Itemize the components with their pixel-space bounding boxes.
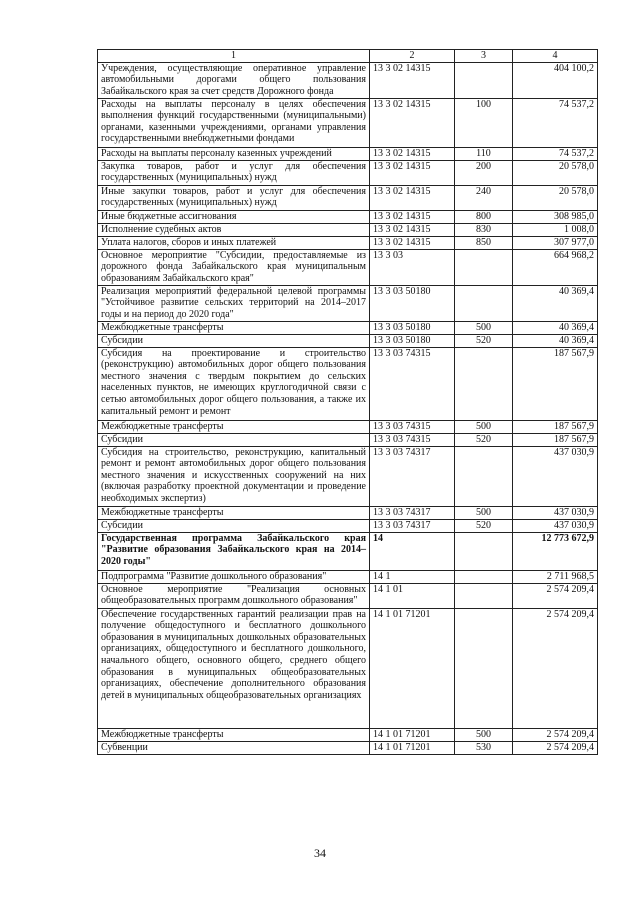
table-row: [98, 62, 598, 98]
row-sum: 20 578,0: [513, 185, 598, 210]
table-row: [98, 160, 598, 185]
table-row: [98, 249, 598, 285]
row-code: 13 3 02 14315: [370, 185, 455, 210]
row-type: 830: [455, 223, 513, 236]
row-name: Субсидии: [98, 334, 370, 347]
row-name: Субсидии: [98, 433, 370, 446]
row-code: 14 1 01 71201: [370, 741, 455, 754]
row-type: 500: [455, 728, 513, 741]
table-row: [98, 446, 598, 506]
row-code: 13 3 03 74315: [370, 433, 455, 446]
page-number: 34: [314, 846, 326, 860]
row-name: Межбюджетные трансферты: [98, 506, 370, 519]
row-sum: 40 369,4: [513, 321, 598, 334]
row-type: 100: [455, 98, 513, 147]
row-name: Субсидии: [98, 519, 370, 532]
row-code: 13 3 03 74315: [370, 347, 455, 420]
row-name: Закупка товаров, работ и услуг для обеспечения государственных (муниципальных) нужд: [98, 160, 370, 185]
row-sum: 74 537,2: [513, 98, 598, 147]
row-sum: 437 030,9: [513, 506, 598, 519]
row-code: 14 1 01 71201: [370, 728, 455, 741]
row-type: [455, 347, 513, 420]
table-row: [98, 321, 598, 334]
row-type: [455, 570, 513, 583]
row-name: Подпрограмма "Развитие дошкольного образования": [98, 570, 370, 583]
row-code: 13 3 02 14315: [370, 147, 455, 160]
row-name: Основное мероприятие "Реализация основных общеобразовательных программ дошкольного образования": [98, 583, 370, 608]
row-code: 13 3 02 14315: [370, 210, 455, 223]
header-col-2: 2: [370, 50, 455, 63]
row-code: 14 1: [370, 570, 455, 583]
row-code: 13 3 02 14315: [370, 236, 455, 249]
table-row: [98, 608, 598, 728]
row-name: Субвенции: [98, 741, 370, 754]
row-type: [455, 608, 513, 728]
row-type: 530: [455, 741, 513, 754]
row-code: 13 3 03 50180: [370, 321, 455, 334]
row-sum: 2 574 209,4: [513, 741, 598, 754]
row-name: Межбюджетные трансферты: [98, 321, 370, 334]
row-name: Иные закупки товаров, работ и услуг для обеспечения государственных (муниципальных) нужд: [98, 185, 370, 210]
row-sum: 40 369,4: [513, 285, 598, 321]
row-type: [455, 446, 513, 506]
row-type: 520: [455, 433, 513, 446]
row-type: 520: [455, 334, 513, 347]
row-type: [455, 532, 513, 570]
row-sum: 308 985,0: [513, 210, 598, 223]
table-row: [98, 347, 598, 420]
row-type: 240: [455, 185, 513, 210]
row-name: Основное мероприятие "Субсидии, предоставляемые из дорожного фонда Забайкальского края муниципальным образованиям Забайкальского края": [98, 249, 370, 285]
row-name: Исполнение судебных актов: [98, 223, 370, 236]
header-col-4: 4: [513, 50, 598, 63]
row-name: Расходы на выплаты персоналу в целях обеспечения выполнения функций государственными (муниципальными) органами, казенными учреждениями, органами управления государственными внебюджетными фондами: [98, 98, 370, 147]
row-sum: 187 567,9: [513, 433, 598, 446]
row-name: Учреждения, осуществляющие оперативное управление автомобильными дорогами общего пользования Забайкальского края за счет средств Дорожного фонда: [98, 62, 370, 98]
row-sum: 2 574 209,4: [513, 608, 598, 728]
row-sum: 664 968,2: [513, 249, 598, 285]
row-type: 520: [455, 519, 513, 532]
row-name: Субсидия на проектирование и строительство (реконструкцию) автомобильных дорог общего пользования местного значения с твердым покрытием до сельских населенных пунктов, не имеющих круглогодичной связи с сетью автомобильных дорог общего пользования, а также их капитальный ремонт и ремонт: [98, 347, 370, 420]
table-row: [98, 185, 598, 210]
table-row: [98, 433, 598, 446]
row-type: 110: [455, 147, 513, 160]
budget-table: [97, 49, 598, 755]
row-type: [455, 285, 513, 321]
row-code: 13 3 03 74315: [370, 420, 455, 433]
row-name: Межбюджетные трансферты: [98, 420, 370, 433]
row-code: 13 3 03 50180: [370, 334, 455, 347]
table-row: [98, 532, 598, 570]
row-sum: 404 100,2: [513, 62, 598, 98]
row-code: 13 3 03 50180: [370, 285, 455, 321]
table-row: [98, 147, 598, 160]
table-row: [98, 583, 598, 608]
row-name: Иные бюджетные ассигнования: [98, 210, 370, 223]
row-sum: 20 578,0: [513, 160, 598, 185]
row-type: 500: [455, 506, 513, 519]
row-code: 13 3 02 14315: [370, 98, 455, 147]
row-code: 13 3 03 74317: [370, 446, 455, 506]
table-row: [98, 285, 598, 321]
row-sum: 187 567,9: [513, 347, 598, 420]
row-code: 13 3 02 14315: [370, 62, 455, 98]
header-col-3: 3: [455, 50, 513, 63]
row-name: Межбюджетные трансферты: [98, 728, 370, 741]
table-row: [98, 236, 598, 249]
table-row: [98, 98, 598, 147]
table-row: [98, 570, 598, 583]
row-sum: 74 537,2: [513, 147, 598, 160]
row-name: Субсидия на строительство, реконструкцию, капитальный ремонт и ремонт автомобильных дорог общего пользования местного значения и искусственных сооружений на них (включая разработку проектной документации и проведение необходимых экспертиз): [98, 446, 370, 506]
row-sum: 2 711 968,5: [513, 570, 598, 583]
table-row: [98, 210, 598, 223]
row-code: 13 3 03 74317: [370, 519, 455, 532]
row-code: 13 3 03 74317: [370, 506, 455, 519]
row-sum: 187 567,9: [513, 420, 598, 433]
row-name: Реализация мероприятий федеральной целевой программы "Устойчивое развитие сельских территорий на 2014–2017 годы и на период до 2020 года": [98, 285, 370, 321]
row-type: 200: [455, 160, 513, 185]
header-col-1: 1: [98, 50, 370, 63]
row-sum: 12 773 672,9: [513, 532, 598, 570]
row-type: 800: [455, 210, 513, 223]
row-name: Расходы на выплаты персоналу казенных учреждений: [98, 147, 370, 160]
table-row: [98, 420, 598, 433]
row-sum: 307 977,0: [513, 236, 598, 249]
row-type: [455, 62, 513, 98]
row-type: [455, 249, 513, 285]
row-name: Уплата налогов, сборов и иных платежей: [98, 236, 370, 249]
row-type: 850: [455, 236, 513, 249]
row-code: 14: [370, 532, 455, 570]
table-row: [98, 519, 598, 532]
row-code: 14 1 01: [370, 583, 455, 608]
row-name: Обеспечение государственных гарантий реализации прав на получение общедоступного и бесплатного дошкольного образования в муниципальных дошкольных образовательных организациях, общедоступного и бесплатного дошкольного, начального общего, основного общего, среднего общего образования в муниципальных общеобразовательных организациях, обеспечение дополнительного образования детей в муниципальных общеобразовательных организациях: [98, 608, 370, 728]
row-code: 13 3 02 14315: [370, 160, 455, 185]
row-sum: 2 574 209,4: [513, 728, 598, 741]
row-code: 13 3 03: [370, 249, 455, 285]
row-code: 13 3 02 14315: [370, 223, 455, 236]
table-row: [98, 506, 598, 519]
row-sum: 40 369,4: [513, 334, 598, 347]
table-row: [98, 223, 598, 236]
row-type: 500: [455, 420, 513, 433]
row-code: 14 1 01 71201: [370, 608, 455, 728]
row-sum: 1 008,0: [513, 223, 598, 236]
row-sum: 2 574 209,4: [513, 583, 598, 608]
row-type: 500: [455, 321, 513, 334]
row-name: Государственная программа Забайкальского края "Развитие образования Забайкальского края на 2014–2020 годы": [98, 532, 370, 570]
row-type: [455, 583, 513, 608]
row-sum: 437 030,9: [513, 446, 598, 506]
table-row: [98, 334, 598, 347]
table-header-row: [98, 50, 598, 63]
row-sum: 437 030,9: [513, 519, 598, 532]
table-row: [98, 728, 598, 741]
table-row: [98, 741, 598, 754]
